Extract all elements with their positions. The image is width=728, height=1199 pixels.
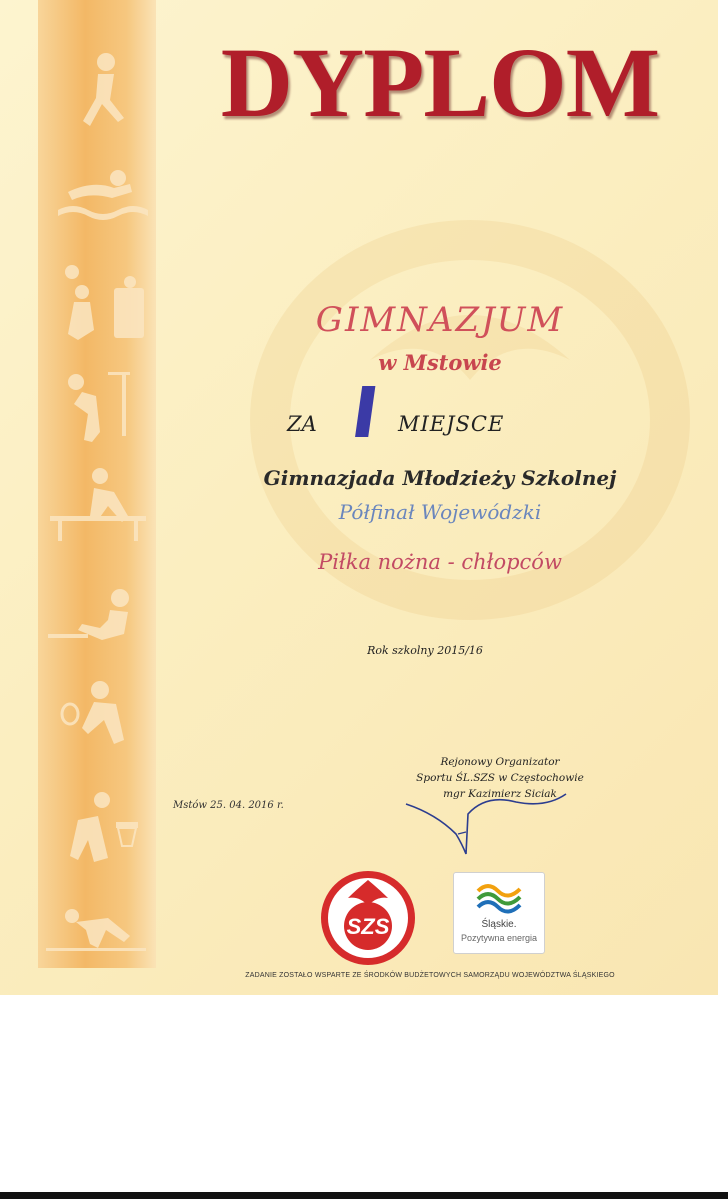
szs-logo bbox=[318, 868, 418, 968]
sprint-start-icon bbox=[46, 909, 146, 951]
competition-stage: Półfinał Wojewódzki bbox=[338, 500, 542, 524]
scan-edge bbox=[0, 1192, 728, 1199]
event-name: Gimnazjada Młodzieży Szkolnej bbox=[263, 466, 617, 490]
place-value: I bbox=[346, 372, 384, 454]
place-and-date: Mstów 25. 04. 2016 r. bbox=[173, 800, 284, 811]
szs-logo-text: SZS bbox=[346, 914, 390, 939]
organizer-role: Rejonowy Organizator bbox=[440, 756, 560, 768]
discipline: Piłka nożna - chłopców bbox=[318, 550, 562, 574]
basketball-icon bbox=[68, 372, 130, 442]
slaskie-slogan: Pozytywna energia bbox=[460, 933, 538, 943]
recipient-location: w Mstowie bbox=[378, 350, 502, 375]
swimming-icon bbox=[58, 170, 148, 220]
slaskie-logo bbox=[453, 872, 545, 954]
table-tennis-icon bbox=[50, 468, 146, 541]
funding-note: ZADANIE ZOSTAŁO WSPARTE ZE ŚRODKÓW BUDŻETOWYCH SAMORZĄDU WOJEWÓDZTWA ŚLĄSKIEGO bbox=[245, 972, 615, 979]
signature bbox=[396, 774, 596, 864]
organizer-body: Sportu ŚL.SZS w Częstochowie bbox=[416, 772, 584, 784]
volleyball-icon bbox=[65, 265, 144, 340]
place-suffix: MIEJSCE bbox=[398, 412, 505, 436]
running-icon bbox=[83, 53, 124, 126]
basketball-shot-icon bbox=[70, 792, 138, 862]
slaskie-waves-icon bbox=[474, 879, 524, 917]
organizer-person: mgr Kazimierz Siciak bbox=[443, 788, 557, 800]
recipient-school: GIMNAZJUM bbox=[315, 300, 565, 340]
slaskie-name: Śląskie. bbox=[481, 919, 517, 930]
sports-sidebar bbox=[38, 0, 156, 968]
diploma-title: DYPLOM bbox=[220, 27, 660, 138]
badminton-icon bbox=[62, 681, 124, 744]
place-prefix: ZA bbox=[287, 412, 317, 436]
skating-icon bbox=[48, 589, 129, 640]
school-year: Rok szkolny 2015/16 bbox=[367, 644, 483, 657]
